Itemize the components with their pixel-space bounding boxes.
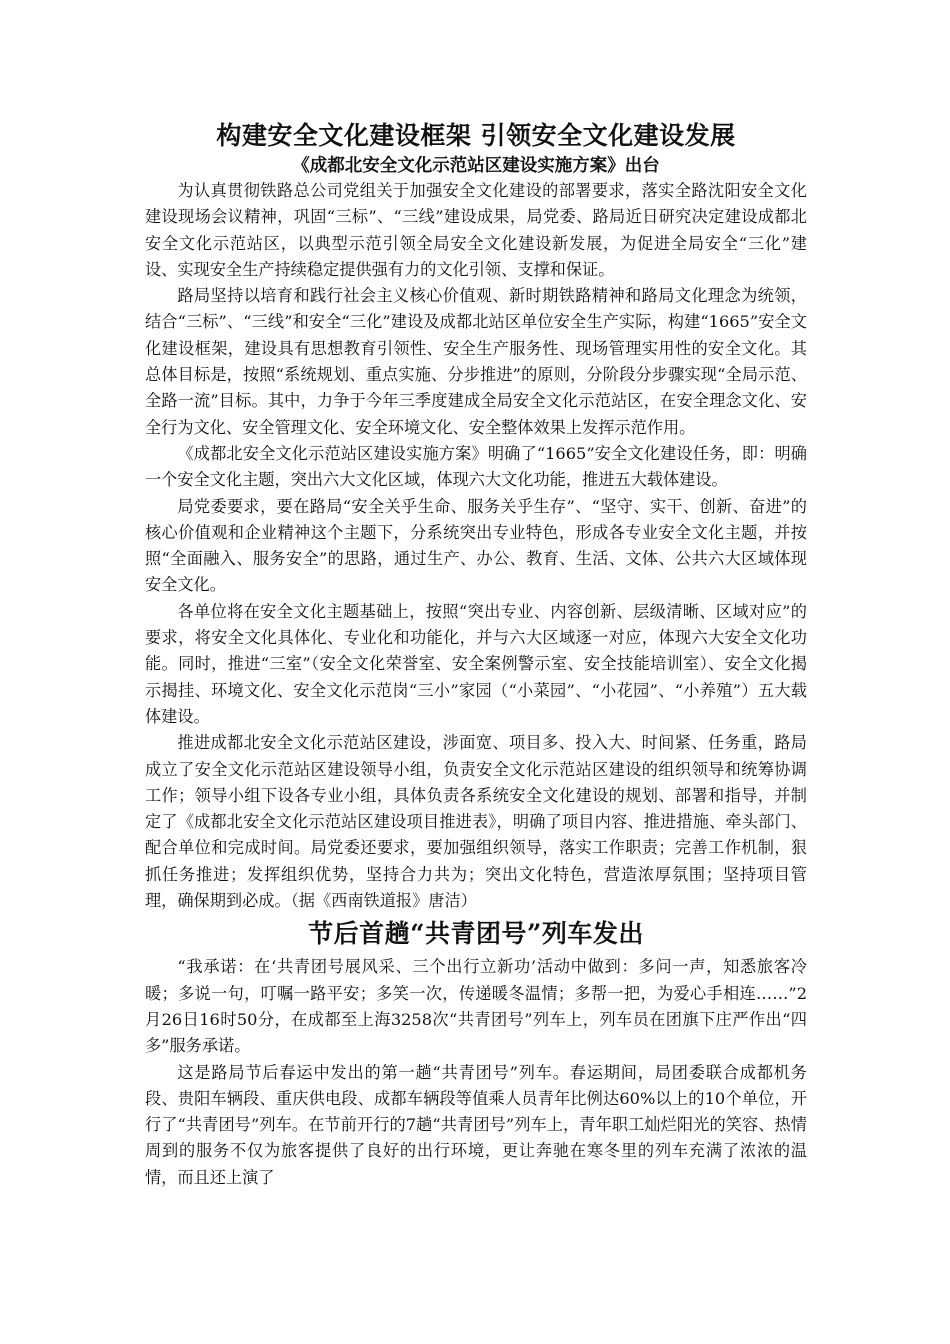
paragraph: 《成都北安全文化示范站区建设实施方案》明确了“1665”安全文化建设任务，即：明确一个安全文化主题，突出六大文化区域，体现六大文化功能，推进五大载体建设。 [145, 443, 807, 490]
paragraph: 为认真贯彻铁路总公司党组关于加强安全文化建设的部署要求，落实全路沈阳安全文化建设现场会议精神，巩固“三标”、“三线”建设成果，局党委、路局近日研究决定建设成都北安全文化示范站区，以典型示范引领全局安全文化建设新发展，为促进全局安全“三化”建设、实现安全生产持续稳定提供强有力的文化引领、支撑和保证。 [145, 181, 807, 279]
paragraph: 局党委要求，要在路局“安全关乎生命、服务关乎生存”、“坚守、实干、创新、奋进”的核心价值观和企业精神这个主题下，分系统突出专业特色，形成各专业安全文化主题，并按照“全面融入、服务安全”的思路，通过生产、办公、教育、生活、文体、公共六大区域体现安全文化。 [145, 496, 807, 595]
paragraph: 各单位将在安全文化主题基础上，按照“突出专业、内容创新、层级清晰、区域对应”的要求，将安全文化具体化、专业化和功能化，并与六大区域逐一对应，体现六大安全文化功能。同时，推进“三室”（安全文化荣誉室、安全案例警示室、安全技能培训室）、安全文化揭示揭挂、环境文化、安全文化示范岗“三小”家园（“小菜园”、“小花园”、“小养殖”）五大载体建设。 [145, 601, 807, 726]
section-title: 节后首趟“共青团号”列车发出 [308, 919, 644, 949]
article-title: 构建安全文化建设框架 引领安全文化建设发展 [216, 121, 736, 150]
paragraph: “我承诺：在‘共青团号展风采、三个出行立新功’活动中做到：多问一声，知悉旅客冷暖；多说一句，叮嘱一路平安；多笑一次，传递暖冬温情；多帮一把，为爱心手相连……”2月26日16时50分，在成都至上海3258次“共青团号”列车上，列车员在团旗下庄严作出“四多”服务承诺。 [145, 957, 807, 1056]
document-page [145, 118, 807, 1191]
paragraph: 路局坚持以培育和践行社会主义核心价值观、新时期铁路精神和路局文化理念为统领，结合“三标”、“三线”和安全“三化”建设及成都北站区单位安全生产实际，构建“1665”安全文化建设框架，建设具有思想教育引领性、安全生产服务性、现场管理实用性的安全文化。其总体目标是，按照“系统规划、重点实施、分步推进”的原则，分阶段分步骤实现“全局示范、全路一流”目标。其中，力争于今年三季度建成全局安全文化示范站区，在安全理念文化、安全行为文化、安全管理文化、安全环境文化、安全整体效果上发挥示范作用。 [145, 286, 807, 437]
paragraph: 这是路局节后春运中发出的第一趟“共青团号”列车。春运期间，局团委联合成都机务段、贵阳车辆段、重庆供电段、成都车辆段等值乘人员青年比例达60%以上的10个单位，开行了“共青团号”列车。在节前开行的7趟“共青团号”列车上，青年职工灿烂阳光的笑容、热情周到的服务不仅为旅客提供了良好的出行环境，更让奔驰在寒冬里的列车充满了浓浓的温情，而且还上演了 [145, 1062, 807, 1187]
article-subtitle: 《成都北安全文化示范站区建设实施方案》出台 [292, 156, 660, 176]
paragraph: 推进成都北安全文化示范站区建设，涉面宽、项目多、投入大、时间紧、任务重，路局成立了安全文化示范站区建设领导小组，负责安全文化示范站区建设的组织领导和统筹协调工作；领导小组下设各专业小组，具体负责各系统安全文化建设的规划、部署和指导，并制定了《成都北安全文化示范站区建设项目推进表》，明确了项目内容、推进措施、牵头部门、配合单位和完成时间。局党委还要求，要加强组织领导，落实工作职责；完善工作机制，狠抓任务推进；发挥组织优势，坚持合力共为；突出文化特色，营造浓厚氛围；坚持项目管理，确保期到必成。（据《西南铁道报》唐洁） [145, 733, 807, 911]
